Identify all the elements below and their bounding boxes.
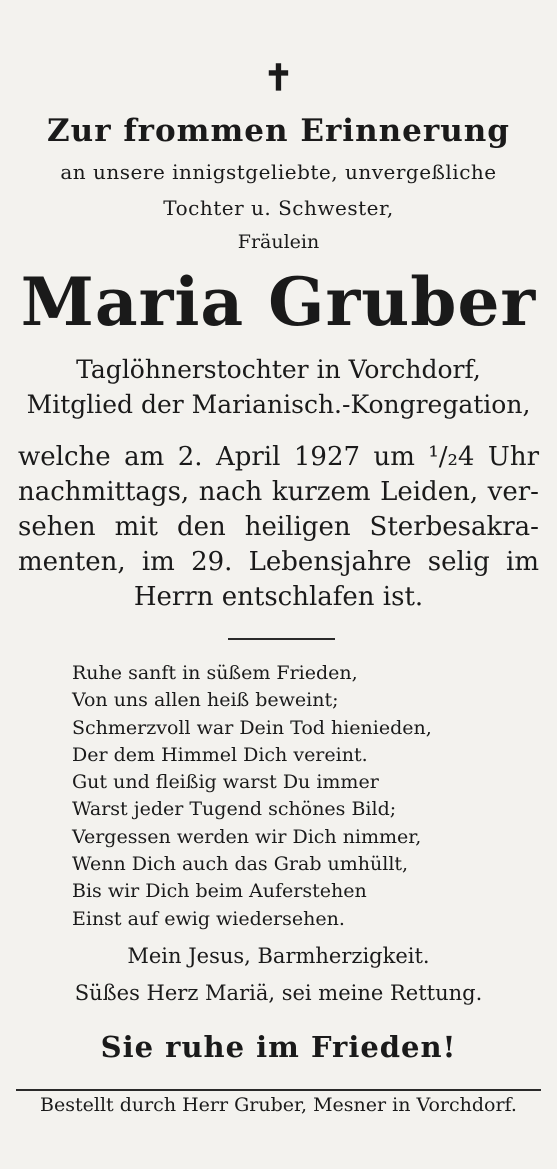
body-line: [18, 475, 539, 510]
body-word: Uhr: [487, 442, 539, 472]
poem-line: Bis wir Dich beim Auferstehen: [72, 880, 367, 903]
poem-line: Gut und fleißig warst Du immer: [72, 771, 379, 794]
role-line-1: Taglöhnerstochter in Vorchdorf,: [76, 355, 481, 384]
poem-line: Schmerzvoll war Dein Tod hienieden,: [72, 716, 432, 739]
body-word: ver-: [487, 477, 539, 507]
body-word: selig: [427, 547, 490, 577]
body-word: Sterbesakra-: [369, 512, 539, 542]
body-word: kurzem: [271, 477, 371, 507]
body-word: sehen: [18, 512, 96, 542]
poem-line: Einst auf ewig wiedersehen.: [72, 907, 345, 930]
poem-line: Der dem Himmel Dich vereint.: [72, 743, 368, 766]
poem-line: Ruhe sanft in süßem Frieden,: [72, 662, 358, 684]
role-line-2: Mitglied der Marianisch.-Kongregation,: [26, 390, 531, 419]
body-word: heiligen: [244, 512, 351, 542]
body-word: 2.: [177, 442, 203, 472]
memorial-poem: [72, 660, 512, 933]
body-word: den: [176, 512, 226, 542]
poem-line: Von uns allen heiß beweint;: [72, 689, 339, 712]
body-word: nach: [198, 477, 263, 507]
deceased-name: Maria Gruber: [20, 263, 537, 341]
body-word: welche: [18, 442, 111, 472]
prayer-line-2: Süßes Herz Mariä, sei meine Rettung.: [74, 981, 483, 1005]
cross-icon: ✝: [263, 57, 294, 99]
printer-footer: Bestellt durch Herr Gruber, Mesner in Vorchdorf.: [40, 1094, 517, 1116]
body-line: [18, 580, 539, 615]
bottom-rule: [16, 1089, 541, 1091]
poem-line: Warst jeder Tugend schönes Bild;: [72, 798, 397, 821]
prayer-line-1: Mein Jesus, Barmherzigkeit.: [127, 944, 430, 968]
divider: [228, 638, 335, 640]
body-word: 1927: [293, 442, 361, 472]
body-word: im: [141, 547, 175, 577]
body-word: Leiden,: [380, 477, 479, 507]
intro-line-3: Fräulein: [237, 231, 320, 253]
death-notice-text: [18, 440, 539, 615]
body-line: [18, 545, 539, 580]
body-word: 29.: [191, 547, 233, 577]
body-word: menten,: [18, 547, 126, 577]
body-word: ¹/₂4: [428, 442, 475, 472]
body-word: am: [124, 442, 165, 472]
body-word: im: [506, 547, 539, 577]
intro-line-2: Tochter u. Schwester,: [163, 196, 394, 220]
body-line: [18, 510, 539, 545]
body-word: um: [373, 442, 415, 472]
body-line: [18, 440, 539, 475]
card-heading: Zur frommen Erinnerung: [47, 113, 510, 149]
body-word: nachmittags,: [18, 477, 190, 507]
body-word: Herrn entschlafen ist.: [133, 582, 424, 612]
poem-line: Wenn Dich auch das Grab umhüllt,: [72, 853, 409, 876]
body-word: April: [215, 442, 281, 472]
body-word: Lebensjahre: [248, 547, 412, 577]
body-word: mit: [114, 512, 158, 542]
closing-line: Sie ruhe im Frieden!: [100, 1030, 457, 1064]
intro-line-1: an unsere innigstgeliebte, unvergeßliche: [60, 160, 497, 184]
poem-line: Vergessen werden wir Dich nimmer,: [72, 825, 422, 848]
